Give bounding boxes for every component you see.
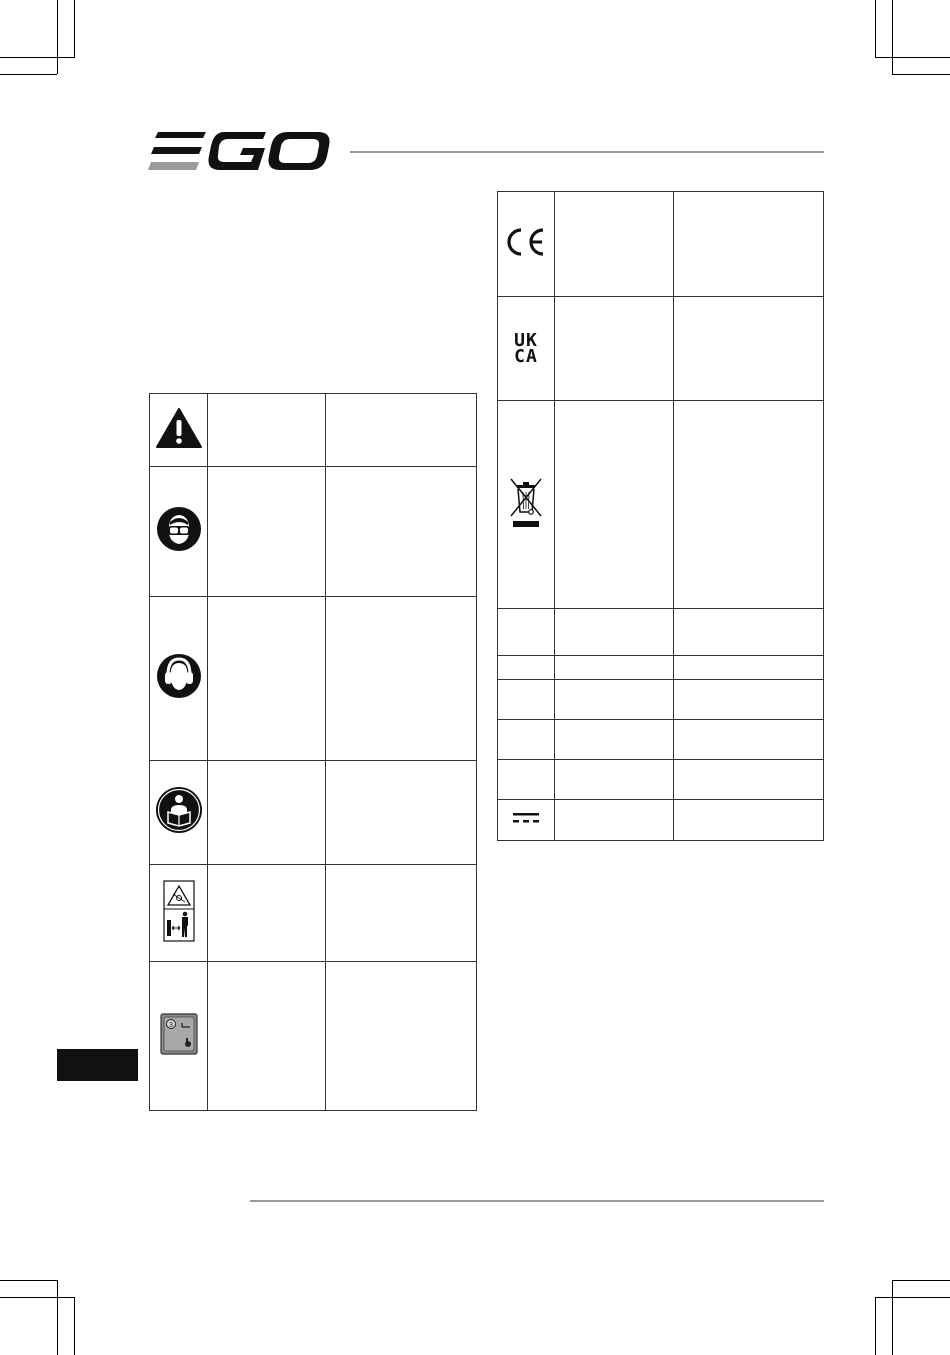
symbol-meaning-cell: [326, 467, 477, 597]
icon-cell: [498, 609, 555, 656]
symbol-name-cell: [555, 297, 674, 401]
icon-cell: [150, 394, 208, 467]
symbol-name-cell: [555, 609, 674, 656]
crop-mark: [57, 0, 58, 74]
symbol-name-cell: [555, 680, 674, 720]
table-row: [498, 720, 824, 760]
symbol-meaning-cell: [674, 680, 824, 720]
crop-mark: [875, 0, 876, 58]
symbol-meaning-cell: [326, 962, 477, 1111]
icon-cell: [498, 800, 555, 841]
symbol-name-cell: [208, 761, 326, 865]
language-side-tab: [57, 1049, 138, 1081]
symbol-name-cell: [208, 597, 326, 761]
crop-mark: [875, 1297, 876, 1355]
crop-mark: [74, 1297, 75, 1355]
symbol-name-cell: [555, 800, 674, 841]
icon-cell: [498, 720, 555, 760]
crop-mark: [892, 1280, 950, 1281]
crop-mark: [875, 57, 950, 58]
crop-mark: [74, 0, 75, 58]
table-row: [498, 401, 824, 609]
table-row: [498, 800, 824, 841]
crop-mark: [0, 1280, 57, 1281]
icon-cell: [150, 467, 208, 597]
symbol-name-cell: [555, 401, 674, 609]
symbol-meaning-cell: [326, 865, 477, 962]
crop-mark: [0, 57, 74, 58]
crop-mark: [892, 0, 893, 74]
table-row: [150, 761, 477, 865]
symbol-name-cell: [555, 192, 674, 297]
direct-current-icon: [512, 811, 540, 830]
table-row: [150, 962, 477, 1111]
crop-mark: [57, 1280, 58, 1355]
keep-bystanders-away-icon: [163, 880, 195, 947]
table-row: [150, 865, 477, 962]
table-row: [498, 609, 824, 656]
left-symbol-table: [149, 393, 477, 1111]
table-row: [150, 467, 477, 597]
symbol-meaning-cell: [326, 597, 477, 761]
icon-cell: [498, 401, 555, 609]
table-row: [498, 192, 824, 297]
table-row: [498, 760, 824, 800]
crop-mark: [0, 1297, 74, 1298]
ego-logo: [148, 128, 332, 174]
symbol-meaning-cell: [326, 394, 477, 467]
symbol-name-cell: [555, 720, 674, 760]
ukca-mark-line1: UK: [514, 329, 538, 351]
symbol-meaning-cell: [674, 656, 824, 680]
crop-mark: [875, 1297, 950, 1298]
icon-cell: [498, 656, 555, 680]
table-row: [498, 297, 824, 401]
icon-cell: [150, 761, 208, 865]
symbol-meaning-cell: [674, 297, 824, 401]
svg-text:3: 3: [168, 1021, 173, 1029]
table-row: [498, 656, 824, 680]
icon-cell: [498, 297, 555, 401]
crop-mark: [0, 74, 57, 75]
symbol-name-cell: [208, 962, 326, 1111]
icon-cell: [498, 680, 555, 720]
table-row: [498, 680, 824, 720]
symbol-name-cell: [555, 760, 674, 800]
safety-alert-icon: [155, 407, 203, 454]
eye-protection-icon: [156, 506, 202, 557]
ce-mark-icon: [504, 227, 548, 262]
symbol-name-cell: [208, 394, 326, 467]
right-symbol-table: [497, 191, 824, 841]
symbol-meaning-cell: [674, 800, 824, 841]
symbol-meaning-cell: [674, 192, 824, 297]
header-rule: [350, 151, 824, 153]
table-row: [150, 394, 477, 467]
icon-cell: [150, 962, 208, 1111]
read-manual-icon: [155, 786, 203, 839]
symbol-name-cell: [555, 656, 674, 680]
crop-mark: [892, 74, 950, 75]
crop-mark: [892, 1280, 893, 1355]
symbol-name-cell: [208, 467, 326, 597]
icon-cell: [498, 760, 555, 800]
icon-cell: [150, 597, 208, 761]
ear-protection-icon: [156, 653, 202, 704]
symbol-meaning-cell: [674, 720, 824, 760]
key-removal-label-icon: [160, 1013, 198, 1060]
icon-cell: [150, 865, 208, 962]
symbol-meaning-cell: [674, 401, 824, 609]
symbol-name-cell: [208, 865, 326, 962]
weee-crossed-bin-icon: [508, 476, 544, 533]
symbol-meaning-cell: [674, 609, 824, 656]
ukca-mark-line2: CA: [514, 345, 538, 367]
symbol-meaning-cell: [674, 760, 824, 800]
icon-cell: [498, 192, 555, 297]
symbol-meaning-cell: [326, 761, 477, 865]
ukca-mark-icon: [514, 329, 538, 367]
table-row: [150, 597, 477, 761]
footer-rule: [250, 1200, 824, 1202]
